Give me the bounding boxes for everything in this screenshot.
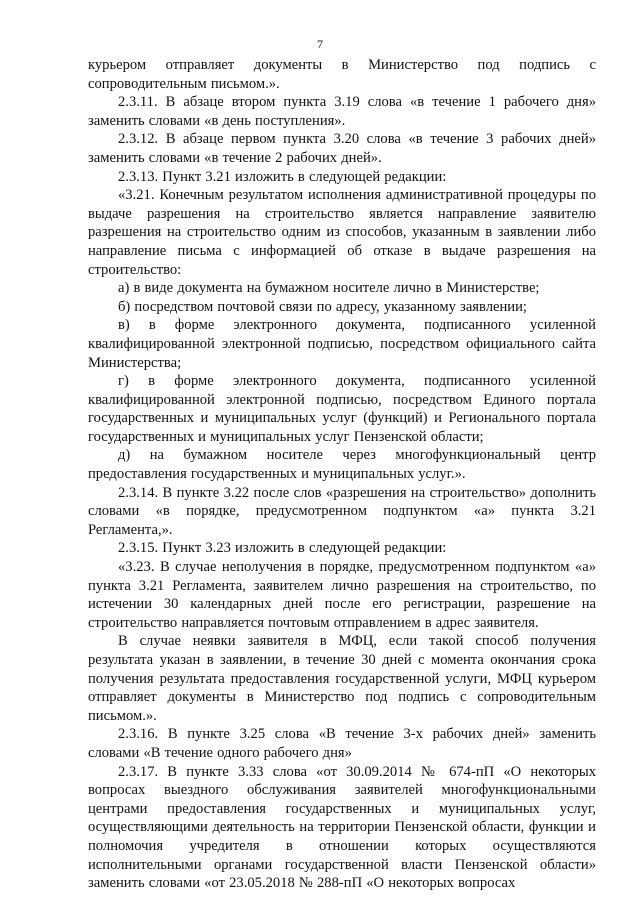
paragraph-2-3-14: 2.3.14. В пункте 3.22 после слов «разрешения на строительство» дополнить словами «в порядке, предусмотренном подпунктом «а» пункта 3.21 Регламента,». [88, 484, 596, 538]
paragraph-2-3-11: 2.3.11. В абзаце втором пункта 3.19 слова «в течение 1 рабочего дня» заменить словами «в день поступления». [88, 94, 596, 129]
paragraph-2-3-15: 2.3.15. Пункт 3.23 изложить в следующей редакции: [118, 540, 447, 557]
continuation-paragraph: курьером отправляет документы в Министерство под подпись с сопроводительным письмом.». [88, 57, 596, 92]
list-item-g: г) в форме электронного документа, подписанного усиленной квалифицированной электронной подписью, посредством Единого портала государственных и муниципальных услуг (функций) и Регионального портала государственных и муниципальных услуг Пензенской области; [88, 373, 596, 445]
paragraph-2-3-12: 2.3.12. В абзаце первом пункта 3.20 слова «в течение 3 рабочих дней» заменить словами «в течение 2 рабочих дней». [88, 131, 596, 166]
paragraph-3-21: «3.21. Конечным результатом исполнения административной процедуры по выдаче разрешения на строительство является направление заявителю разрешения на строительство одним из способов, указанным в заявлении либо направление письма с информацией об отказе в выдаче разрешения на строительство: [88, 187, 596, 278]
paragraph-2-3-17: 2.3.17. В пункте 3.33 слова «от 30.09.2014 № 674-пП «О некоторых вопросах выездного обслуживания заявителей многофункциональными центрами предоставления государственных и муниципальных услуг, осуществляющими деятельность на территории Пензенской области, функции и полномочия учредителя в отношении которых осуществляются исполнительными органами государственной власти Пензенской области» заменить словами «от 23.05.2018 № 288-пП «О некоторых вопросах [88, 763, 596, 892]
list-item-a: а) в виде документа на бумажном носителе лично в Министерстве; [118, 280, 540, 297]
paragraph-2-3-16: 2.3.16. В пункте 3.25 слова «В течение 3-х рабочих дней» заменить словами «В течение одного рабочего дня» [88, 726, 596, 761]
list-item-b: б) посредством почтовой связи по адресу, указанному заявлении; [118, 298, 527, 315]
list-item-d: д) на бумажном носителе через многофункциональный центр предоставления государственных и муниципальных услуг.». [88, 447, 596, 483]
paragraph-3-23-mfc: В случае неявки заявителя в МФЦ, если такой способ получения результата указан в заявлении, в течение 30 дней с момента окончания срока получения результата предоставления государственной услуги, МФЦ курьером отправляет документы в Министерство под подпись с сопроводительным письмом.». [88, 633, 596, 724]
paragraph-2-3-13: 2.3.13. Пункт 3.21 изложить в следующей редакции: [118, 168, 447, 185]
document-body [88, 56, 596, 893]
list-item-v: в) в форме электронного документа, подписанного усиленной квалифицированной электронной подписью, посредством официального сайта Министерства; [88, 317, 596, 371]
paragraph-3-23: «3.23. В случае неполучения в порядке, предусмотренном подпунктом «а» пункта 3.21 Регламента, заявителем лично разрешения на строительство, по истечении 30 календарных дней после его регистрации, разрешение на строительство направляется почтовым отправлением в адрес заявителя. [88, 559, 596, 631]
page-number: 7 [317, 37, 323, 51]
